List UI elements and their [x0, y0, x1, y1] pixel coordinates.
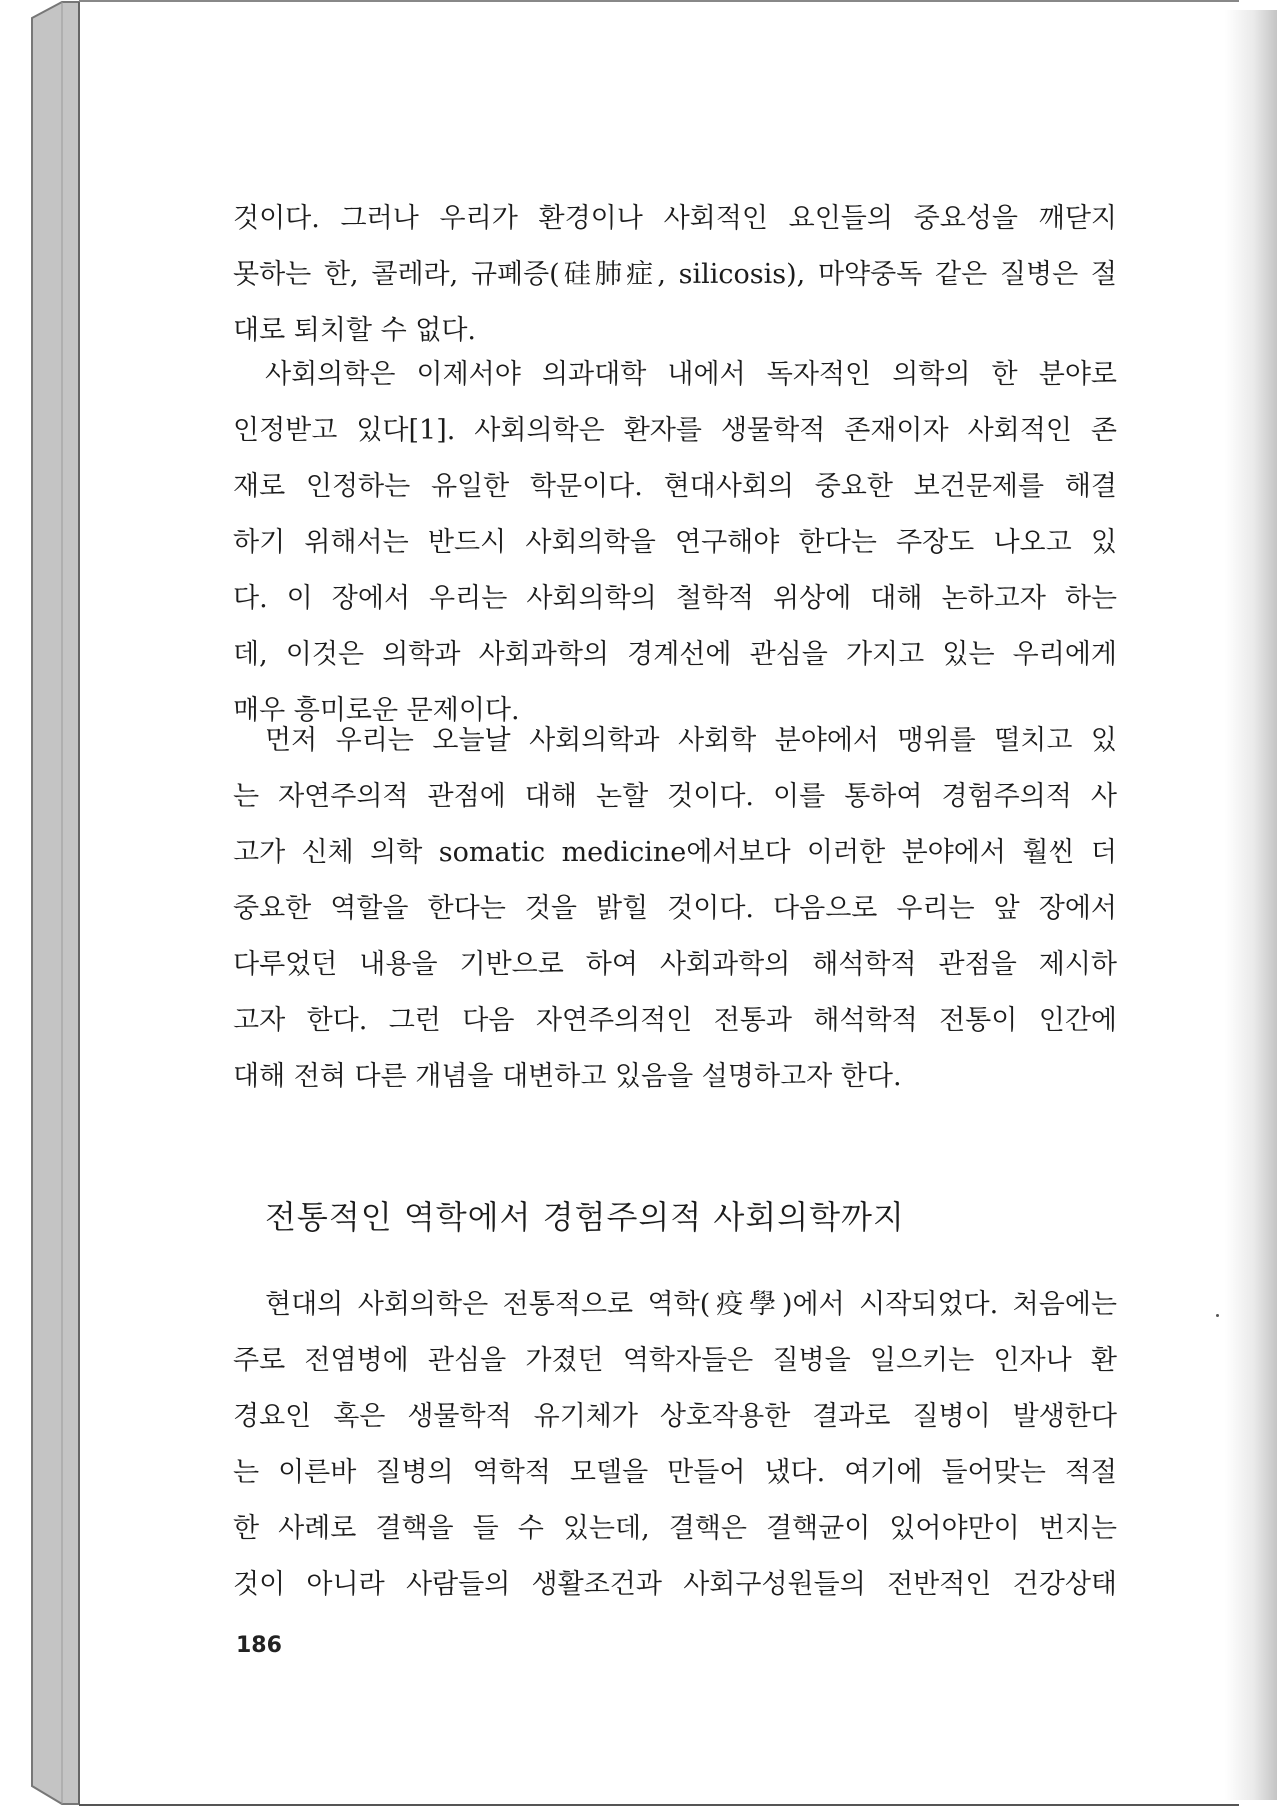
- text-line: 다루었던 내용을 기반으로 하여 사회과학의 해석학적 관점을 제시하: [233, 949, 1117, 980]
- text-line: 재로 인정하는 유일한 학문이다. 현대사회의 중요한 보건문제를 해결: [233, 471, 1117, 502]
- text-line: 것이다. 그러나 우리가 환경이나 사회적인 요인들의 중요성을 깨닫지: [233, 203, 1117, 234]
- page-number: 186: [236, 1633, 282, 1658]
- text-line: 경요인 혹은 생물학적 유기체가 상호작용한 결과로 질병이 발생한다: [233, 1401, 1117, 1432]
- paragraph-1: [233, 191, 1117, 359]
- paragraph-4: [233, 1277, 1117, 1613]
- dust-speck: [1216, 1314, 1219, 1317]
- text-line: 주로 전염병에 관심을 가졌던 역학자들은 질병을 일으키는 인자나 환: [233, 1345, 1117, 1376]
- text-line: 못하는 한, 콜레라, 규폐증(硅肺症, silicosis), 마약중독 같은 질병은 절: [233, 259, 1117, 290]
- text-line: 먼저 우리는 오늘날 사회의학과 사회학 분야에서 맹위를 떨치고 있: [265, 725, 1117, 756]
- text-line: 는 자연주의적 관점에 대해 논할 것이다. 이를 통하여 경험주의적 사: [233, 781, 1117, 812]
- text-line: 대로 퇴치할 수 없다.: [233, 315, 476, 346]
- section-heading: 전통적인 역학에서 경험주의적 사회의학까지: [265, 1198, 905, 1236]
- text-line: 인정받고 있다[1]. 사회의학은 환자를 생물학적 존재이자 사회적인 존: [233, 415, 1117, 446]
- book-spine-edge: [0, 0, 90, 1806]
- text-line: 하기 위해서는 반드시 사회의학을 연구해야 한다는 주장도 나오고 있: [233, 527, 1117, 558]
- text-line: 현대의 사회의학은 전통적으로 역학(疫學)에서 시작되었다. 처음에는: [265, 1289, 1117, 1320]
- text-line: 한 사례로 결핵을 들 수 있는데, 결핵은 결핵균이 있어야만이 번지는: [233, 1513, 1117, 1544]
- text-line: 고가 신체 의학 somatic medicine에서보다 이러한 분야에서 훨씬 더: [233, 837, 1117, 868]
- paragraph-2: [233, 347, 1117, 739]
- text-line: 대해 전혀 다른 개념을 대변하고 있음을 설명하고자 한다.: [233, 1061, 902, 1092]
- text-line: 다. 이 장에서 우리는 사회의학의 철학적 위상에 대해 논하고자 하는: [233, 583, 1117, 614]
- text-line: 고자 한다. 그런 다음 자연주의적인 전통과 해석학적 전통이 인간에: [233, 1005, 1117, 1036]
- text-line: 는 이른바 질병의 역학적 모델을 만들어 냈다. 여기에 들어맞는 적절: [233, 1457, 1117, 1488]
- text-line: 사회의학은 이제서야 의과대학 내에서 독자적인 의학의 한 분야로: [265, 359, 1117, 390]
- paragraph-3: [233, 713, 1117, 1105]
- text-line: 매우 흥미로운 문제이다.: [233, 695, 520, 726]
- text-line: 중요한 역할을 한다는 것을 밝힐 것이다. 다음으로 우리는 앞 장에서: [233, 893, 1117, 924]
- text-line: 데, 이것은 의학과 사회과학의 경계선에 관심을 가지고 있는 우리에게: [233, 639, 1117, 670]
- page-edge-shadow: [1225, 10, 1277, 1800]
- text-line: 것이 아니라 사람들의 생활조건과 사회구성원들의 전반적인 건강상태: [233, 1569, 1117, 1600]
